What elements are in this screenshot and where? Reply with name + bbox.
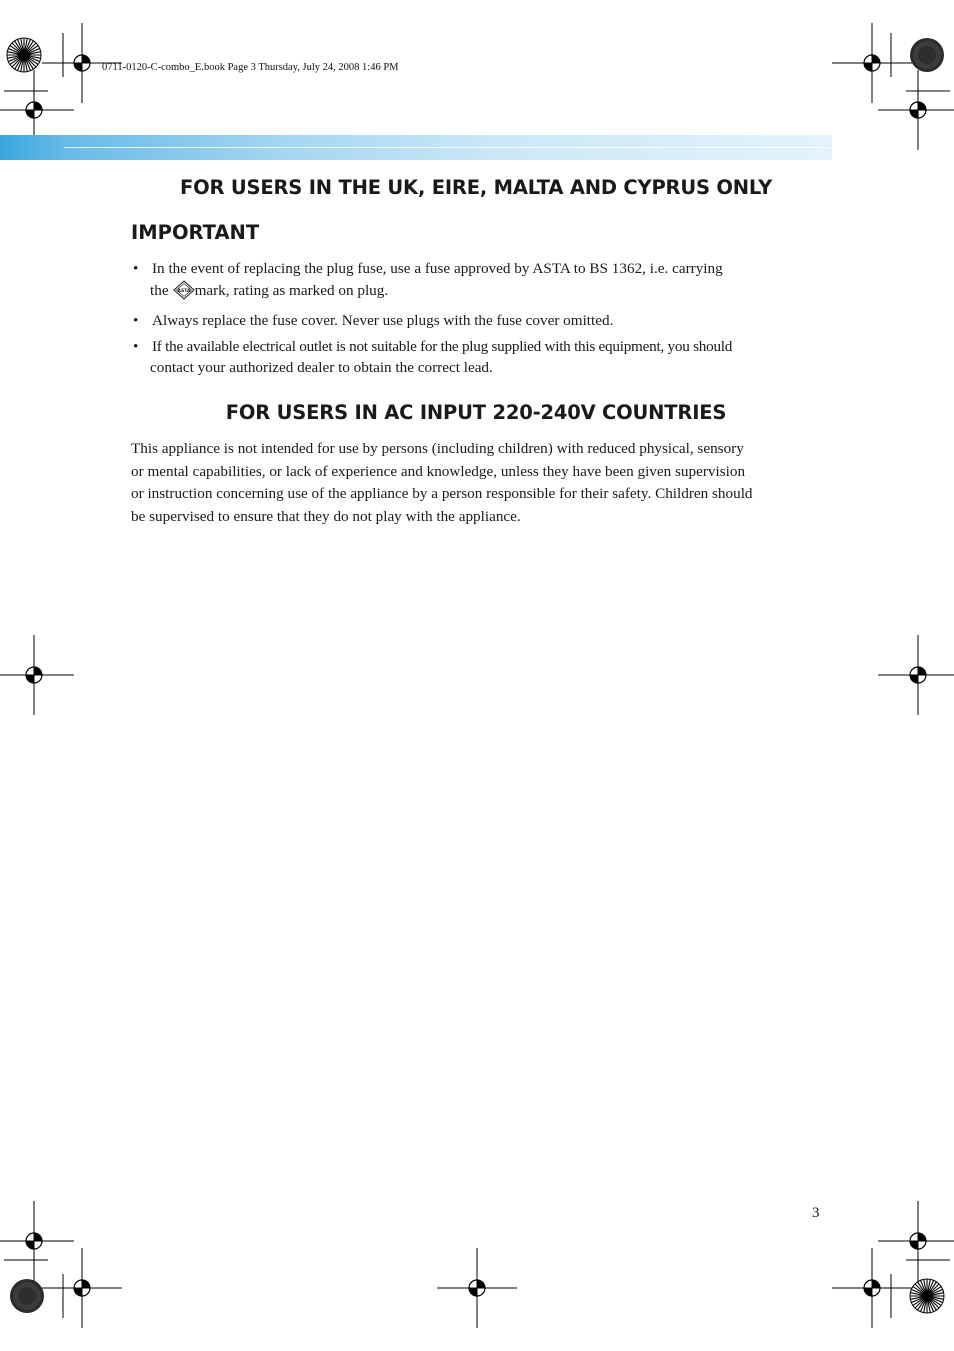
list-item	[131, 336, 831, 379]
header-band-line	[64, 147, 830, 148]
paragraph-line: or instruction concerning use of the appliance by a person responsible for their safety. Children should	[131, 485, 753, 502]
list-item	[131, 310, 831, 332]
bullet-text	[150, 258, 723, 301]
page-number: 3	[812, 1205, 820, 1221]
bullet-text: Always replace the fuse cover. Never use plugs with the fuse cover omitted.	[152, 312, 614, 329]
paragraph-line: or mental capabilities, or lack of experience and knowledge, unless they have been given supervision	[131, 462, 746, 480]
body-paragraph	[131, 438, 823, 528]
bullet-list	[131, 258, 831, 379]
asta-mark-icon	[171, 280, 193, 300]
bullet-symbol: •	[133, 337, 139, 355]
paragraph-line: This appliance is not intended for use by persons (including children) with reduced physical, sensory	[131, 440, 744, 457]
bullet-symbol: •	[133, 312, 139, 329]
asta-mark-label: ASTA	[176, 288, 191, 294]
bullet-line: In the event of replacing the plug fuse, use a fuse approved by ASTA to BS 1362, i.e. carrying	[152, 260, 723, 277]
file-stamp: 0711-0120-C-combo_E.book Page 3 Thursday, July 24, 2008 1:46 PM	[102, 62, 399, 73]
heading-uk: FOR USERS IN THE UK, EIRE, MALTA AND CYPRUS ONLY	[179, 176, 773, 199]
list-item	[131, 258, 831, 301]
paragraph-line: be supervised to ensure that they do not play with the appliance.	[131, 507, 521, 525]
bullet-text	[150, 336, 732, 379]
bullet-line-end: mark, rating as marked on plug.	[194, 281, 389, 299]
bullet-line: contact your authorized dealer to obtain the correct lead.	[150, 359, 493, 376]
heading-ac-input: FOR USERS IN AC INPUT 220-240V COUNTRIES	[225, 401, 727, 424]
bullet-symbol: •	[133, 260, 139, 277]
bullet-line-start: the	[150, 281, 169, 299]
bullet-line: If the available electrical outlet is not suitable for the plug supplied with this equipment, you should	[152, 337, 733, 355]
heading-important: IMPORTANT	[131, 221, 260, 244]
